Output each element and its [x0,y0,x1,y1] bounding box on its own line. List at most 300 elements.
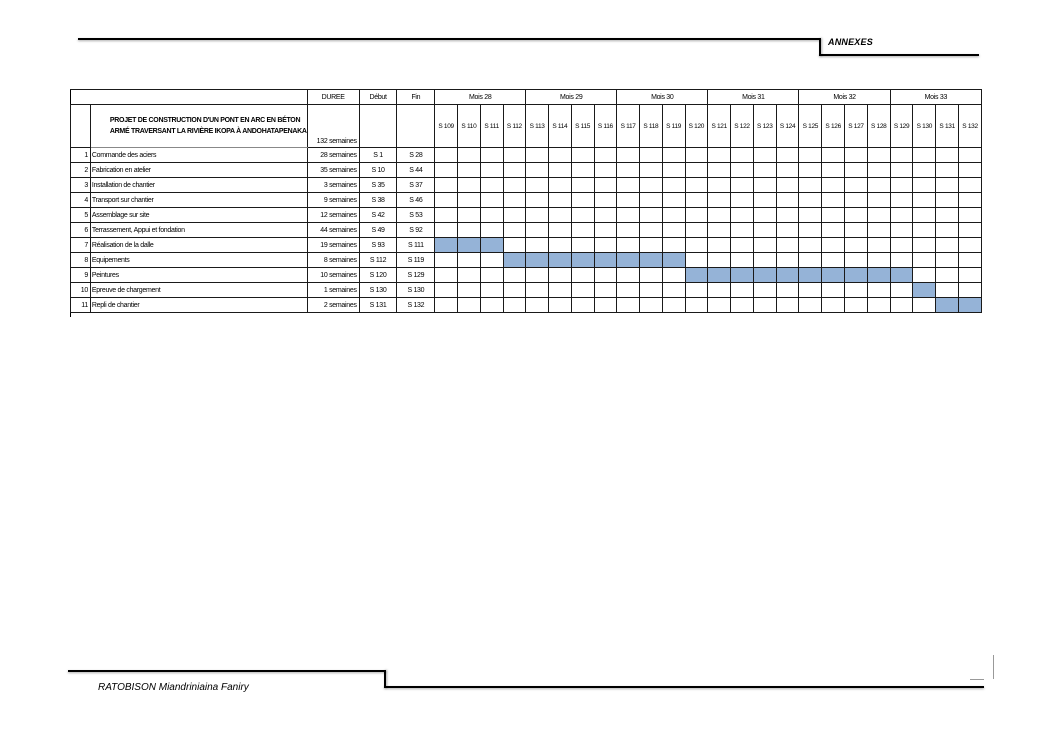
gantt-cell [685,193,708,208]
gantt-bar-cell [936,298,959,313]
gantt-cell [526,148,549,163]
task-end: S 129 [397,268,435,283]
gantt-cell [708,163,731,178]
gantt-cell [845,148,868,163]
gantt-cell [480,253,503,268]
gantt-cell [867,253,890,268]
gantt-cell [458,163,481,178]
gantt-cell [685,178,708,193]
gantt-cell [617,208,640,223]
task-number: 11 [71,298,91,313]
task-start: S 93 [359,238,397,253]
gantt-cell [822,298,845,313]
gantt-cell [435,148,458,163]
gantt-cell [435,193,458,208]
gantt-cell [959,238,982,253]
gantt-cell [890,163,913,178]
week-header: S 120 [685,105,708,148]
gantt-cell [731,283,754,298]
task-duration: 8 semaines [307,253,359,268]
gantt-cell [890,283,913,298]
task-duration: 9 semaines [307,193,359,208]
gantt-cell [776,163,799,178]
gantt-cell [845,178,868,193]
task-name: Commande des aciers [90,148,307,163]
gantt-cell [594,283,617,298]
gantt-cell [867,298,890,313]
gantt-cell [503,238,526,253]
gantt-bar-cell [708,268,731,283]
gantt-cell [458,253,481,268]
gantt-bar-cell [959,298,982,313]
gantt-bar-cell [480,238,503,253]
task-duration: 2 semaines [307,298,359,313]
task-number: 2 [71,163,91,178]
task-row [71,163,982,178]
gantt-cell [867,238,890,253]
gantt-cell [822,148,845,163]
gantt-cell [959,178,982,193]
gantt-cell [640,208,663,223]
gantt-cell [503,163,526,178]
gantt-cell [594,178,617,193]
gantt-cell [731,298,754,313]
footer-rule-top [68,670,386,672]
gantt-cell [480,148,503,163]
gantt-cell [936,223,959,238]
task-start: S 120 [359,268,397,283]
month-header: Mois 29 [526,90,617,105]
task-start: S 131 [359,298,397,313]
project-end-blank [397,105,435,148]
task-number: 4 [71,193,91,208]
gantt-chart [70,89,982,317]
week-header: S 114 [549,105,572,148]
gantt-cell [913,148,936,163]
gantt-cell [913,163,936,178]
gantt-cell [799,178,822,193]
month-header: Mois 30 [617,90,708,105]
task-number: 1 [71,148,91,163]
footer-author: RATOBISON Miandriniaina Faniry [98,682,249,693]
gantt-cell [753,178,776,193]
gantt-cell [959,223,982,238]
gantt-cell [822,163,845,178]
gantt-cell [480,223,503,238]
gantt-cell [571,163,594,178]
task-start: S 38 [359,193,397,208]
week-header: S 109 [435,105,458,148]
task-name: Installation de chantier [90,178,307,193]
task-row [71,223,982,238]
gantt-cell [959,253,982,268]
week-header: S 121 [708,105,731,148]
gantt-cell [776,148,799,163]
gantt-cell [708,253,731,268]
gantt-bar-cell [890,268,913,283]
gantt-cell [753,193,776,208]
gantt-cell [458,268,481,283]
gantt-cell [617,223,640,238]
task-number: 7 [71,238,91,253]
gantt-bar-cell [776,268,799,283]
gantt-cell [662,193,685,208]
gantt-cell [526,163,549,178]
gantt-bar-cell [731,268,754,283]
gantt-cell [731,148,754,163]
header-row-weeks [71,105,982,148]
gantt-cell [890,253,913,268]
task-name: Fabrication en atelier [90,163,307,178]
gantt-cell [435,208,458,223]
gantt-cell [503,178,526,193]
task-start: S 112 [359,253,397,268]
gantt-cell [776,223,799,238]
gantt-cell [867,163,890,178]
gantt-cell [480,163,503,178]
week-header: S 122 [731,105,754,148]
gantt-cell [549,148,572,163]
gantt-cell [913,223,936,238]
gantt-cell [776,238,799,253]
gantt-cell [594,268,617,283]
task-number: 10 [71,283,91,298]
task-name: Terrassement, Appui et fondation [90,223,307,238]
gantt-cell [731,178,754,193]
gantt-bar-cell [640,253,663,268]
gantt-cell [617,268,640,283]
task-number: 9 [71,268,91,283]
project-title [90,105,307,148]
gantt-cell [936,163,959,178]
gantt-cell [549,283,572,298]
gantt-cell [867,178,890,193]
task-end: S 111 [397,238,435,253]
col-header-end: Fin [397,90,435,105]
task-row [71,208,982,223]
task-number: 3 [71,178,91,193]
gantt-cell [867,148,890,163]
gantt-cell [708,208,731,223]
gantt-cell [867,193,890,208]
week-header: S 131 [936,105,959,148]
gantt-cell [890,238,913,253]
gantt-bar-cell [822,268,845,283]
gantt-cell [435,268,458,283]
gantt-cell [662,223,685,238]
gantt-cell [890,178,913,193]
week-header: S 130 [913,105,936,148]
gantt-cell [685,163,708,178]
gantt-cell [799,193,822,208]
gantt-bar-cell [458,238,481,253]
week-header: S 126 [822,105,845,148]
gantt-cell [458,208,481,223]
gantt-cell [936,148,959,163]
gantt-bar-cell [503,253,526,268]
gantt-cell [640,193,663,208]
gantt-cell [799,238,822,253]
gantt-cell [731,238,754,253]
gantt-cell [731,163,754,178]
task-start: S 42 [359,208,397,223]
gantt-cell [549,238,572,253]
gantt-cell [799,148,822,163]
gantt-cell [708,238,731,253]
gantt-cell [571,268,594,283]
gantt-cell [776,193,799,208]
gantt-cell [640,283,663,298]
gantt-cell [480,178,503,193]
gantt-cell [662,208,685,223]
gantt-cell [571,208,594,223]
gantt-cell [526,298,549,313]
task-row [71,253,982,268]
gantt-cell [845,163,868,178]
gantt-cell [822,178,845,193]
gantt-cell [526,283,549,298]
task-number: 8 [71,253,91,268]
gantt-cell [458,178,481,193]
gantt-cell [936,283,959,298]
gantt-cell [435,298,458,313]
task-row [71,268,982,283]
gantt-cell [753,283,776,298]
task-start: S 35 [359,178,397,193]
gantt-bar-cell [549,253,572,268]
gantt-cell [890,193,913,208]
gantt-cell [435,163,458,178]
month-header: Mois 32 [799,90,890,105]
gantt-bar-cell [571,253,594,268]
gantt-cell [845,193,868,208]
gantt-cell [913,268,936,283]
task-duration: 44 semaines [307,223,359,238]
gantt-cell [503,148,526,163]
week-header: S 125 [799,105,822,148]
gantt-table [70,89,982,313]
gantt-cell [549,223,572,238]
gantt-cell [640,148,663,163]
week-header: S 129 [890,105,913,148]
gantt-cell [845,208,868,223]
header-section-label: ANNEXES [828,37,873,47]
gantt-cell [708,298,731,313]
gantt-cell [959,193,982,208]
gantt-cell [640,223,663,238]
task-duration: 10 semaines [307,268,359,283]
page-corner-mark-underline [970,679,984,680]
header-rule-top [78,38,820,40]
week-header: S 132 [959,105,982,148]
week-header: S 112 [503,105,526,148]
week-header: S 123 [753,105,776,148]
task-row [71,238,982,253]
gantt-cell [503,298,526,313]
gantt-cell [936,193,959,208]
gantt-cell [503,193,526,208]
gantt-cell [959,163,982,178]
project-num-blank [71,105,91,148]
task-duration: 19 semaines [307,238,359,253]
gantt-cell [458,283,481,298]
week-header: S 119 [662,105,685,148]
task-row [71,148,982,163]
week-header: S 115 [571,105,594,148]
gantt-cell [549,268,572,283]
gantt-cell [708,283,731,298]
gantt-cell [731,223,754,238]
gantt-cell [458,223,481,238]
gantt-cell [594,163,617,178]
gantt-bar-cell [913,283,936,298]
gantt-bar-cell [617,253,640,268]
month-header: Mois 28 [435,90,526,105]
gantt-cell [753,148,776,163]
gantt-cell [845,283,868,298]
gantt-cell [571,178,594,193]
gantt-cell [936,268,959,283]
gantt-cell [890,298,913,313]
gantt-cell [503,223,526,238]
gantt-cell [753,223,776,238]
gantt-cell [526,178,549,193]
col-header-duration: DUREE [307,90,359,105]
gantt-cell [594,193,617,208]
gantt-cell [549,208,572,223]
gantt-cell [480,283,503,298]
gantt-bar-cell [435,238,458,253]
gantt-cell [753,238,776,253]
task-name: Repli de chantier [90,298,307,313]
week-header: S 127 [845,105,868,148]
task-duration: 12 semaines [307,208,359,223]
gantt-cell [708,148,731,163]
week-header: S 124 [776,105,799,148]
gantt-cell [959,283,982,298]
task-duration: 35 semaines [307,163,359,178]
gantt-cell [617,178,640,193]
gantt-cell [571,298,594,313]
task-row [71,178,982,193]
gantt-cell [685,148,708,163]
gantt-cell [458,193,481,208]
col-header-start: Début [359,90,397,105]
task-name: Equipements [90,253,307,268]
task-duration: 3 semaines [307,178,359,193]
task-end: S 92 [397,223,435,238]
gantt-cell [617,163,640,178]
gantt-cell [526,193,549,208]
gantt-cell [526,223,549,238]
gantt-cell [959,268,982,283]
gantt-cell [822,223,845,238]
gantt-cell [799,298,822,313]
gantt-cell [435,178,458,193]
gantt-cell [753,298,776,313]
gantt-cell [480,208,503,223]
header-blank [71,90,308,105]
week-header: S 111 [480,105,503,148]
gantt-cell [685,208,708,223]
gantt-cell [845,223,868,238]
gantt-cell [549,163,572,178]
gantt-cell [731,253,754,268]
task-end: S 28 [397,148,435,163]
task-name: Réalisation de la dalle [90,238,307,253]
task-start: S 1 [359,148,397,163]
gantt-cell [640,238,663,253]
gantt-cell [822,208,845,223]
gantt-cell [731,208,754,223]
gantt-cell [776,178,799,193]
project-total-duration: 132 semaines [307,105,359,148]
gantt-cell [571,193,594,208]
gantt-cell [571,238,594,253]
gantt-cell [731,193,754,208]
gantt-cell [480,298,503,313]
gantt-cell [753,253,776,268]
task-row [71,283,982,298]
gantt-cell [526,208,549,223]
week-header: S 113 [526,105,549,148]
task-name: Peintures [90,268,307,283]
gantt-cell [594,298,617,313]
page-corner-mark [993,655,994,679]
gantt-cell [662,163,685,178]
gantt-cell [662,178,685,193]
gantt-cell [936,238,959,253]
week-header: S 118 [640,105,663,148]
gantt-cell [571,223,594,238]
week-header: S 110 [458,105,481,148]
gantt-cell [617,193,640,208]
gantt-cell [799,208,822,223]
gantt-cell [867,223,890,238]
gantt-cell [867,208,890,223]
gantt-bar-cell [867,268,890,283]
gantt-cell [685,238,708,253]
gantt-cell [799,223,822,238]
gantt-bar-cell [662,253,685,268]
task-end: S 130 [397,283,435,298]
gantt-cell [959,208,982,223]
gantt-cell [549,178,572,193]
gantt-bar-cell [685,268,708,283]
gantt-cell [594,208,617,223]
gantt-cell [640,268,663,283]
task-end: S 44 [397,163,435,178]
gantt-bar-cell [845,268,868,283]
gantt-cell [845,298,868,313]
gantt-cell [435,253,458,268]
gantt-cell [799,253,822,268]
gantt-cell [845,253,868,268]
gantt-cell [753,163,776,178]
task-end: S 53 [397,208,435,223]
gantt-cell [936,178,959,193]
task-number: 6 [71,223,91,238]
gantt-cell [822,238,845,253]
week-header: S 128 [867,105,890,148]
gantt-cell [913,238,936,253]
project-title-line2: ARMÉ TRAVERSANT LA RIVIÈRE IKOPA À ANDOHATAPENAKA [109,128,307,135]
gantt-cell [662,148,685,163]
gantt-cell [913,253,936,268]
gantt-cell [936,253,959,268]
task-duration: 28 semaines [307,148,359,163]
gantt-cell [458,148,481,163]
